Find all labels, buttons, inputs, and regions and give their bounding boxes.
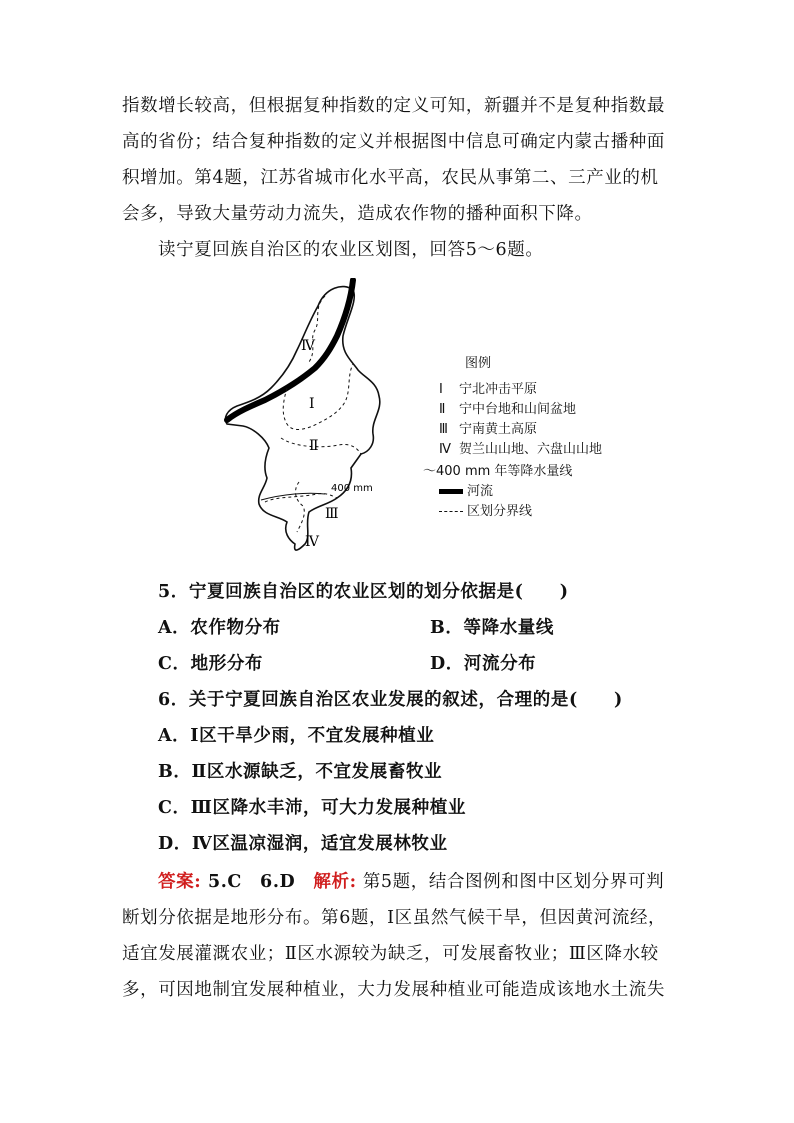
legend-mark-i: Ⅰ [439,382,443,397]
legend-river-text: 河流 [467,484,494,499]
legend-title: 图例 [465,356,492,371]
river-line [227,280,353,420]
legend-item-i [439,378,537,397]
answer-line-3: 适宜发展灌溉农业；Ⅱ区水源较为缺乏，可发展畜牧业；Ⅲ区降水较 [122,944,659,964]
answer-first-line-rest: 第5题，结合图例和图中区划分界可判 [356,872,665,892]
isohyet-400mm [261,493,325,500]
legend-text-iii: 宁南黄土高原 [459,422,538,437]
province-outline [225,287,379,551]
intro-line-3: 积增加。第4题，江苏省城市化水平高，农民从事第二、三产业的机 [122,168,659,188]
map-svg [213,278,618,568]
region-label-iii: Ⅲ [325,506,339,522]
answer-value: 5.C 6.D [201,872,314,892]
isohyet-label: 400 mm [331,483,373,494]
legend-isohyet-mark: ～ [423,464,437,479]
ningxia-agri-map [213,278,618,568]
legend-boundary-swatch [439,511,463,512]
legend-mark-iii: Ⅲ [439,422,448,437]
legend-boundary [439,500,532,519]
jiexi-label: 解析: [313,872,357,892]
region-label-iv-south: Ⅳ [305,534,319,550]
q6-stem: 6．关于宁夏回族自治区农业发展的叙述，合理的是( ) [158,690,623,710]
legend-river-swatch [439,489,463,494]
answer-line-2: 断划分依据是地形分布。第6题，Ⅰ区虽然气候干旱，但因黄河流经， [122,908,667,928]
legend-river [439,480,493,499]
q5-option-b[interactable]: B．等降水量线 [430,618,554,638]
q6-option-c[interactable]: C．Ⅲ区降水丰沛，可大力发展种植业 [158,798,466,818]
answer-label: 答案: [158,872,202,892]
region-boundaries [265,296,361,532]
answer-line-1 [158,868,664,893]
legend-item-ii [439,398,576,417]
intro-line-4: 会多，导致大量劳动力流失，造成农作物的播种面积下降。 [122,204,593,224]
legend-mark-iv: Ⅳ [439,442,451,457]
q6-option-a[interactable]: A．Ⅰ区干旱少雨，不宜发展种植业 [158,726,435,746]
legend-item-iii [439,418,537,437]
q5-option-a[interactable]: A．农作物分布 [158,618,281,638]
legend-isohyet-text: 400 mm 年等降水量线 [436,464,573,479]
region-label-iv-north: Ⅳ [301,338,315,354]
intro-line-1: 指数增长较高，但根据复种指数的定义可知，新疆并不是复种指数最 [122,96,665,116]
legend-mark-ii: Ⅱ [439,402,446,417]
q5-stem: 5．宁夏回族自治区的农业区划的划分依据是( ) [158,582,569,602]
read-prompt: 读宁夏回族自治区的农业区划图，回答5～6题。 [158,240,544,260]
legend-text-iv: 贺兰山山地、六盘山山地 [459,442,603,457]
legend-text-i: 宁北冲击平原 [459,382,538,397]
legend-boundary-text: 区划分界线 [467,504,533,519]
intro-line-2: 高的省份；结合复种指数的定义并根据图中信息可确定内蒙古播种面 [122,132,665,152]
region-label-i: Ⅰ [309,396,315,412]
q5-option-c[interactable]: C．地形分布 [158,654,264,674]
q6-option-d[interactable]: D．Ⅳ区温凉湿润，适宜发展林牧业 [158,834,448,854]
legend-text-ii: 宁中台地和山间盆地 [459,402,577,417]
answer-line-4: 多，可因地制宜发展种植业，大力发展种植业可能造成该地水土流失 [122,980,665,1000]
legend-item-iv [439,438,602,457]
q5-option-d[interactable]: D．河流分布 [430,654,537,674]
q6-option-b[interactable]: B．Ⅱ区水源缺乏，不宜发展畜牧业 [158,762,443,782]
region-label-ii: Ⅱ [309,438,319,454]
legend-isohyet [423,460,572,479]
